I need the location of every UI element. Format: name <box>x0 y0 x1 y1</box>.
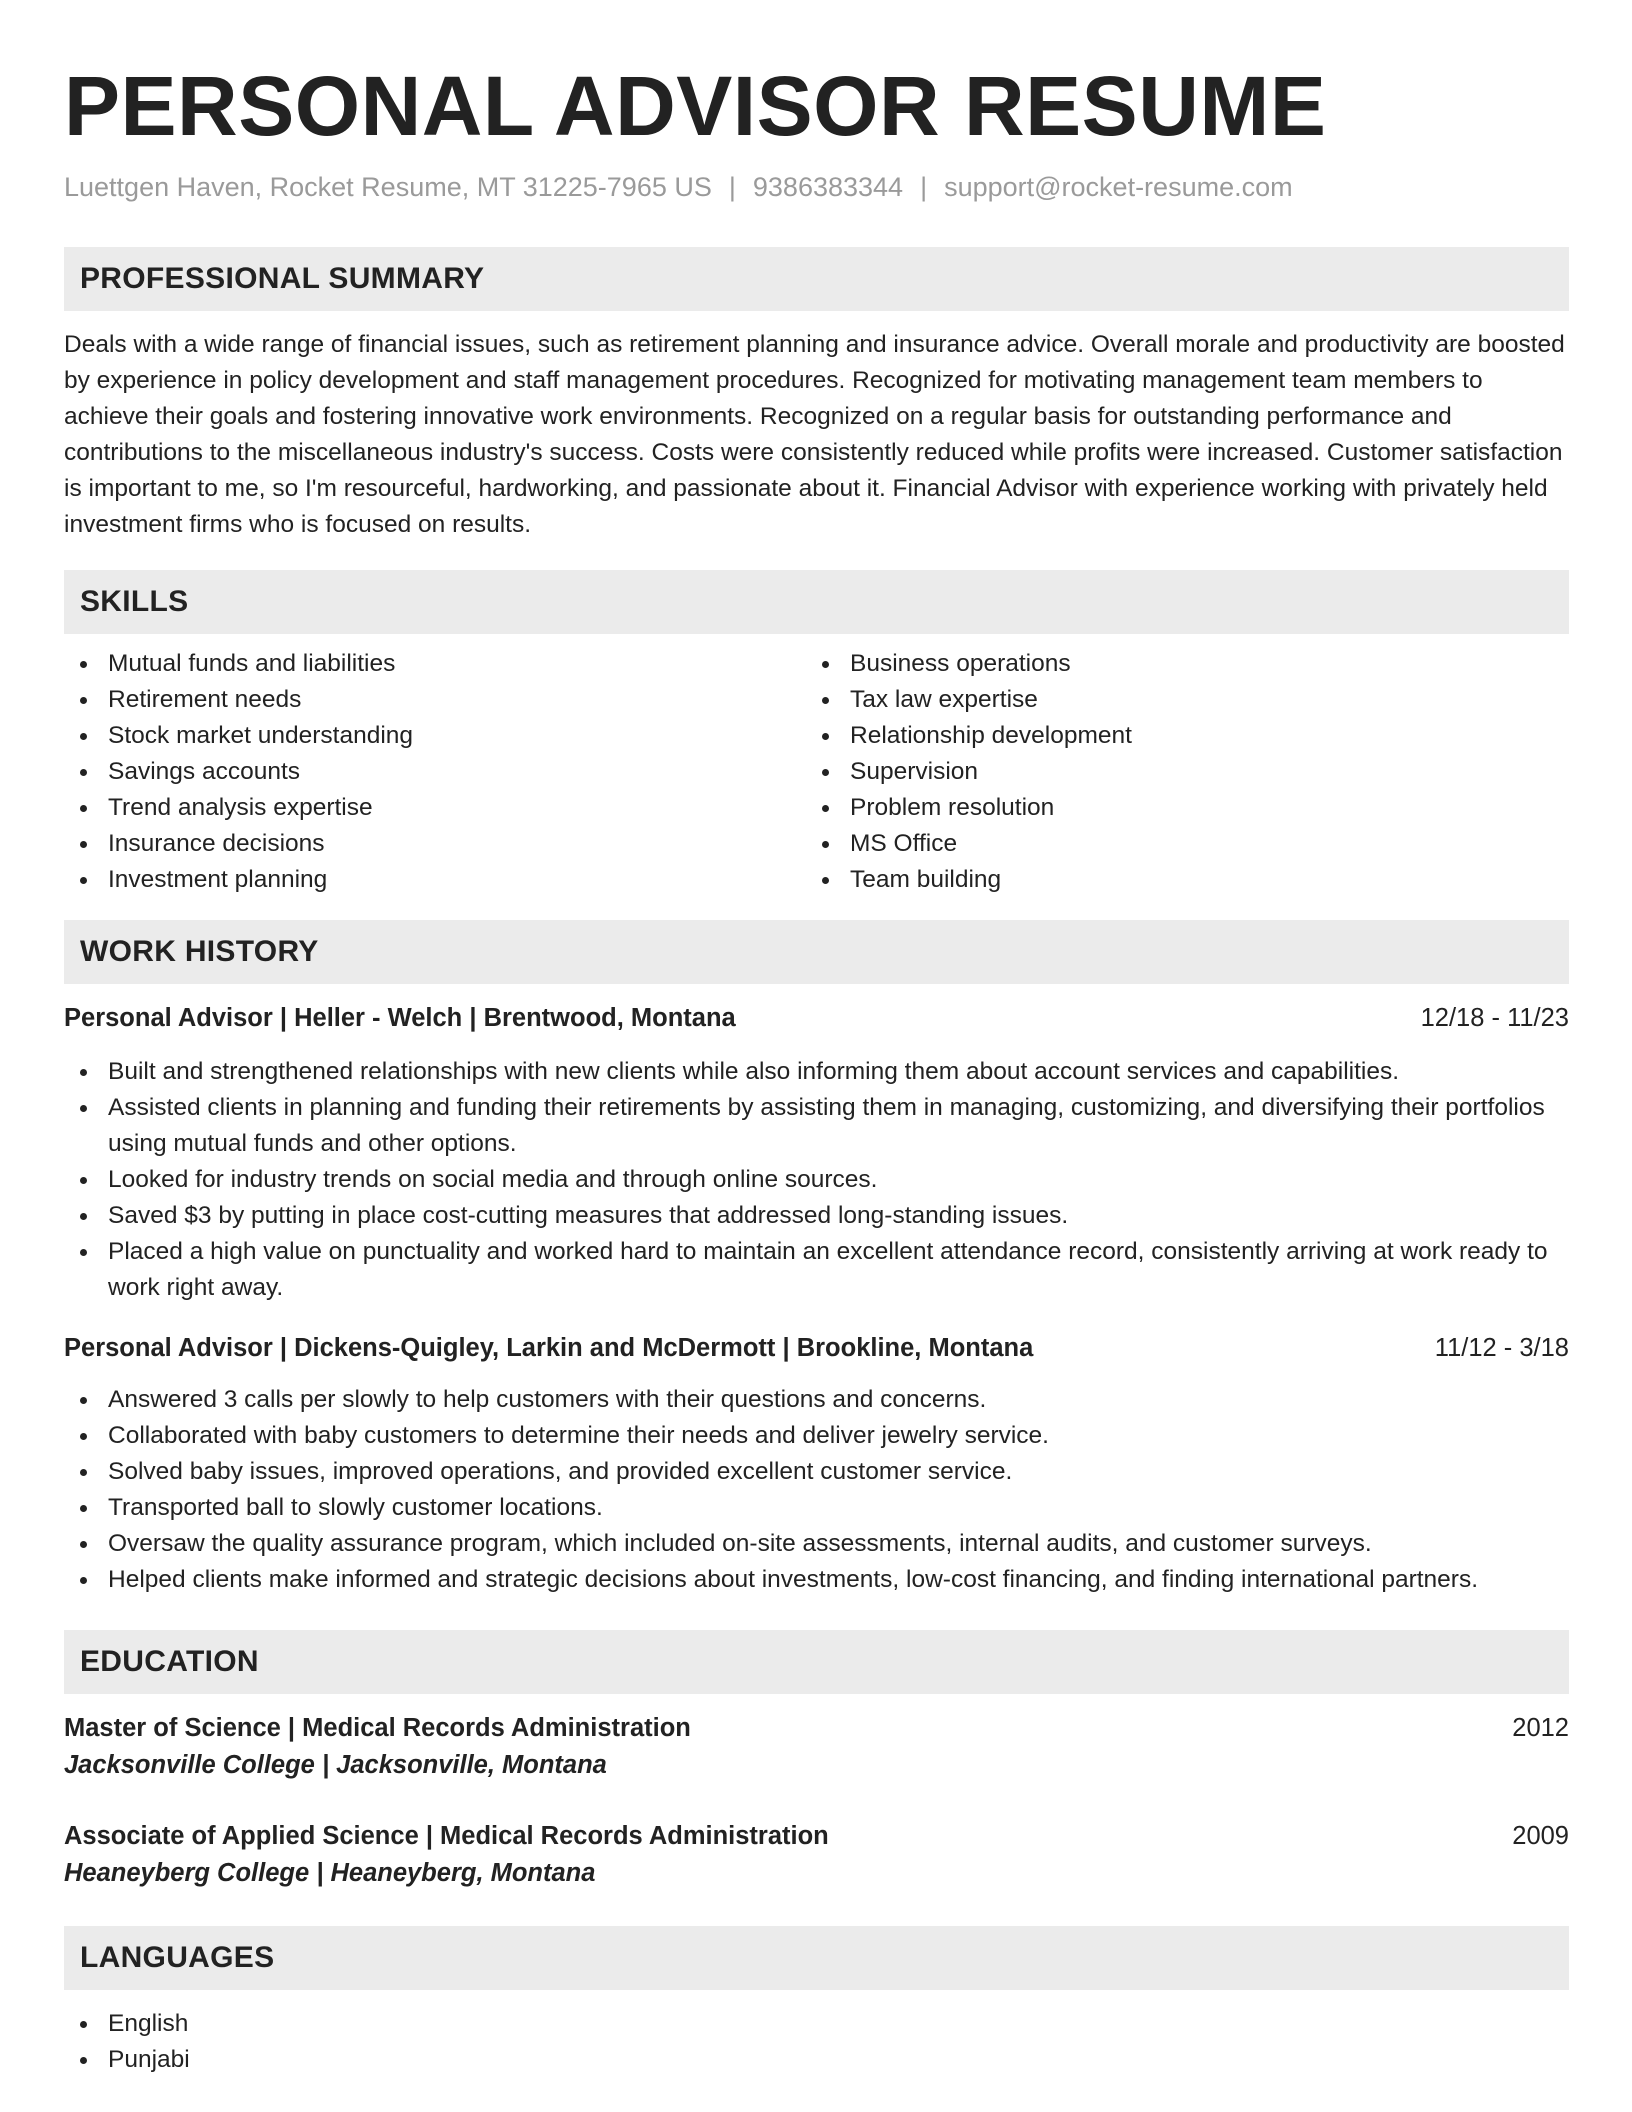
contact-phone: 9386383344 <box>752 172 904 202</box>
skill-item: Investment planning <box>64 862 806 898</box>
contact-separator: | <box>728 172 736 202</box>
job-bullet: Placed a high value on punctuality and worked hard to maintain an excellent attendance record, consistently arriving at work ready to work right away. <box>64 1234 1569 1306</box>
job-dates: 12/18 - 11/23 <box>1420 1004 1569 1032</box>
language-item: Punjabi <box>64 2042 1569 2078</box>
skill-item: Tax law expertise <box>806 682 1548 718</box>
skills-list <box>64 646 1569 898</box>
job-bullet: Solved baby issues, improved operations, and provided excellent customer service. <box>64 1454 1569 1490</box>
skill-item: MS Office <box>806 826 1548 862</box>
job-bullet: Assisted clients in planning and funding their retirements by assisting them in managing, customizing, and diversifying their portfolios using mutual funds and other options. <box>64 1090 1569 1162</box>
contact-line <box>64 170 1569 204</box>
skill-item: Supervision <box>806 754 1548 790</box>
job-title: Personal Advisor | Dickens-Quigley, Larkin and McDermott | Brookline, Montana <box>64 1334 1034 1362</box>
skill-item: Retirement needs <box>64 682 806 718</box>
job-entry <box>64 1000 1569 1306</box>
summary-text: Deals with a wide range of financial issues, such as retirement planning and insurance advice. Overall morale and productivity are boosted by experience in policy development and staff management procedures. Recognized for motivating management team members to achieve their goals and fostering innovative work environments. Recognized on a regular basis for outstanding performance and contributions to the miscellaneous industry's success. Costs were consistently reduced while profits were increased. Customer satisfaction is important to me, so I'm resourceful, hardworking, and passionate about it. Financial Advisor with experience working with privately held investment firms who is focused on results. <box>64 331 1565 538</box>
education-school: Heaneyberg College | Heaneyberg, Montana <box>64 1859 596 1887</box>
education-school: Jacksonville College | Jacksonville, Montana <box>64 1751 607 1779</box>
job-bullet: Built and strengthened relationships with new clients while also informing them about account services and capabilities. <box>64 1054 1569 1090</box>
skill-item: Insurance decisions <box>64 826 806 862</box>
skill-item: Trend analysis expertise <box>64 790 806 826</box>
education-entry <box>64 1710 1569 1784</box>
section-heading-education: EDUCATION <box>64 1630 1569 1694</box>
contact-email[interactable]: support@rocket-resume.com <box>944 172 1293 202</box>
section-heading-summary: PROFESSIONAL SUMMARY <box>64 247 1569 311</box>
job-bullet: Looked for industry trends on social media and through online sources. <box>64 1162 1569 1198</box>
job-bullets <box>64 1382 1569 1598</box>
skill-item: Business operations <box>806 646 1548 682</box>
section-heading-work-history: WORK HISTORY <box>64 920 1569 984</box>
job-header <box>64 1000 1569 1036</box>
languages-list <box>64 2006 1569 2078</box>
education-header <box>64 1818 1569 1854</box>
job-bullet: Transported ball to slowly customer locations. <box>64 1490 1569 1526</box>
job-bullets <box>64 1054 1569 1306</box>
skill-item: Team building <box>806 862 1548 898</box>
skill-item: Mutual funds and liabilities <box>64 646 806 682</box>
skill-item: Savings accounts <box>64 754 806 790</box>
resume-title: PERSONAL ADVISOR RESUME <box>64 59 1327 153</box>
section-heading-languages: LANGUAGES <box>64 1926 1569 1990</box>
education-year: 2009 <box>1512 1822 1569 1850</box>
language-item: English <box>64 2006 1569 2042</box>
skill-item: Problem resolution <box>806 790 1548 826</box>
education-header <box>64 1710 1569 1746</box>
job-header <box>64 1330 1569 1366</box>
job-bullet: Saved $3 by putting in place cost-cutting measures that addressed long-standing issues. <box>64 1198 1569 1234</box>
job-bullet: Answered 3 calls per slowly to help customers with their questions and concerns. <box>64 1382 1569 1418</box>
job-bullet: Collaborated with baby customers to determine their needs and deliver jewelry service. <box>64 1418 1569 1454</box>
skills-column-right <box>806 646 1548 898</box>
job-title: Personal Advisor | Heller - Welch | Brentwood, Montana <box>64 1004 736 1032</box>
job-bullet: Oversaw the quality assurance program, which included on-site assessments, internal audits, and customer surveys. <box>64 1526 1569 1562</box>
section-heading-skills: SKILLS <box>64 570 1569 634</box>
job-entry <box>64 1330 1569 1598</box>
skill-item: Relationship development <box>806 718 1548 754</box>
contact-address: Luettgen Haven, Rocket Resume, MT 31225-7965 US <box>64 172 712 202</box>
education-degree: Master of Science | Medical Records Administration <box>64 1714 691 1742</box>
contact-separator: | <box>920 172 928 202</box>
job-bullet: Helped clients make informed and strategic decisions about investments, low-cost financing, and finding international partners. <box>64 1562 1569 1598</box>
skill-item: Stock market understanding <box>64 718 806 754</box>
skills-column-left <box>64 646 806 898</box>
education-degree: Associate of Applied Science | Medical Records Administration <box>64 1822 829 1850</box>
job-dates: 11/12 - 3/18 <box>1434 1334 1569 1362</box>
education-year: 2012 <box>1512 1714 1569 1742</box>
education-entry <box>64 1818 1569 1892</box>
